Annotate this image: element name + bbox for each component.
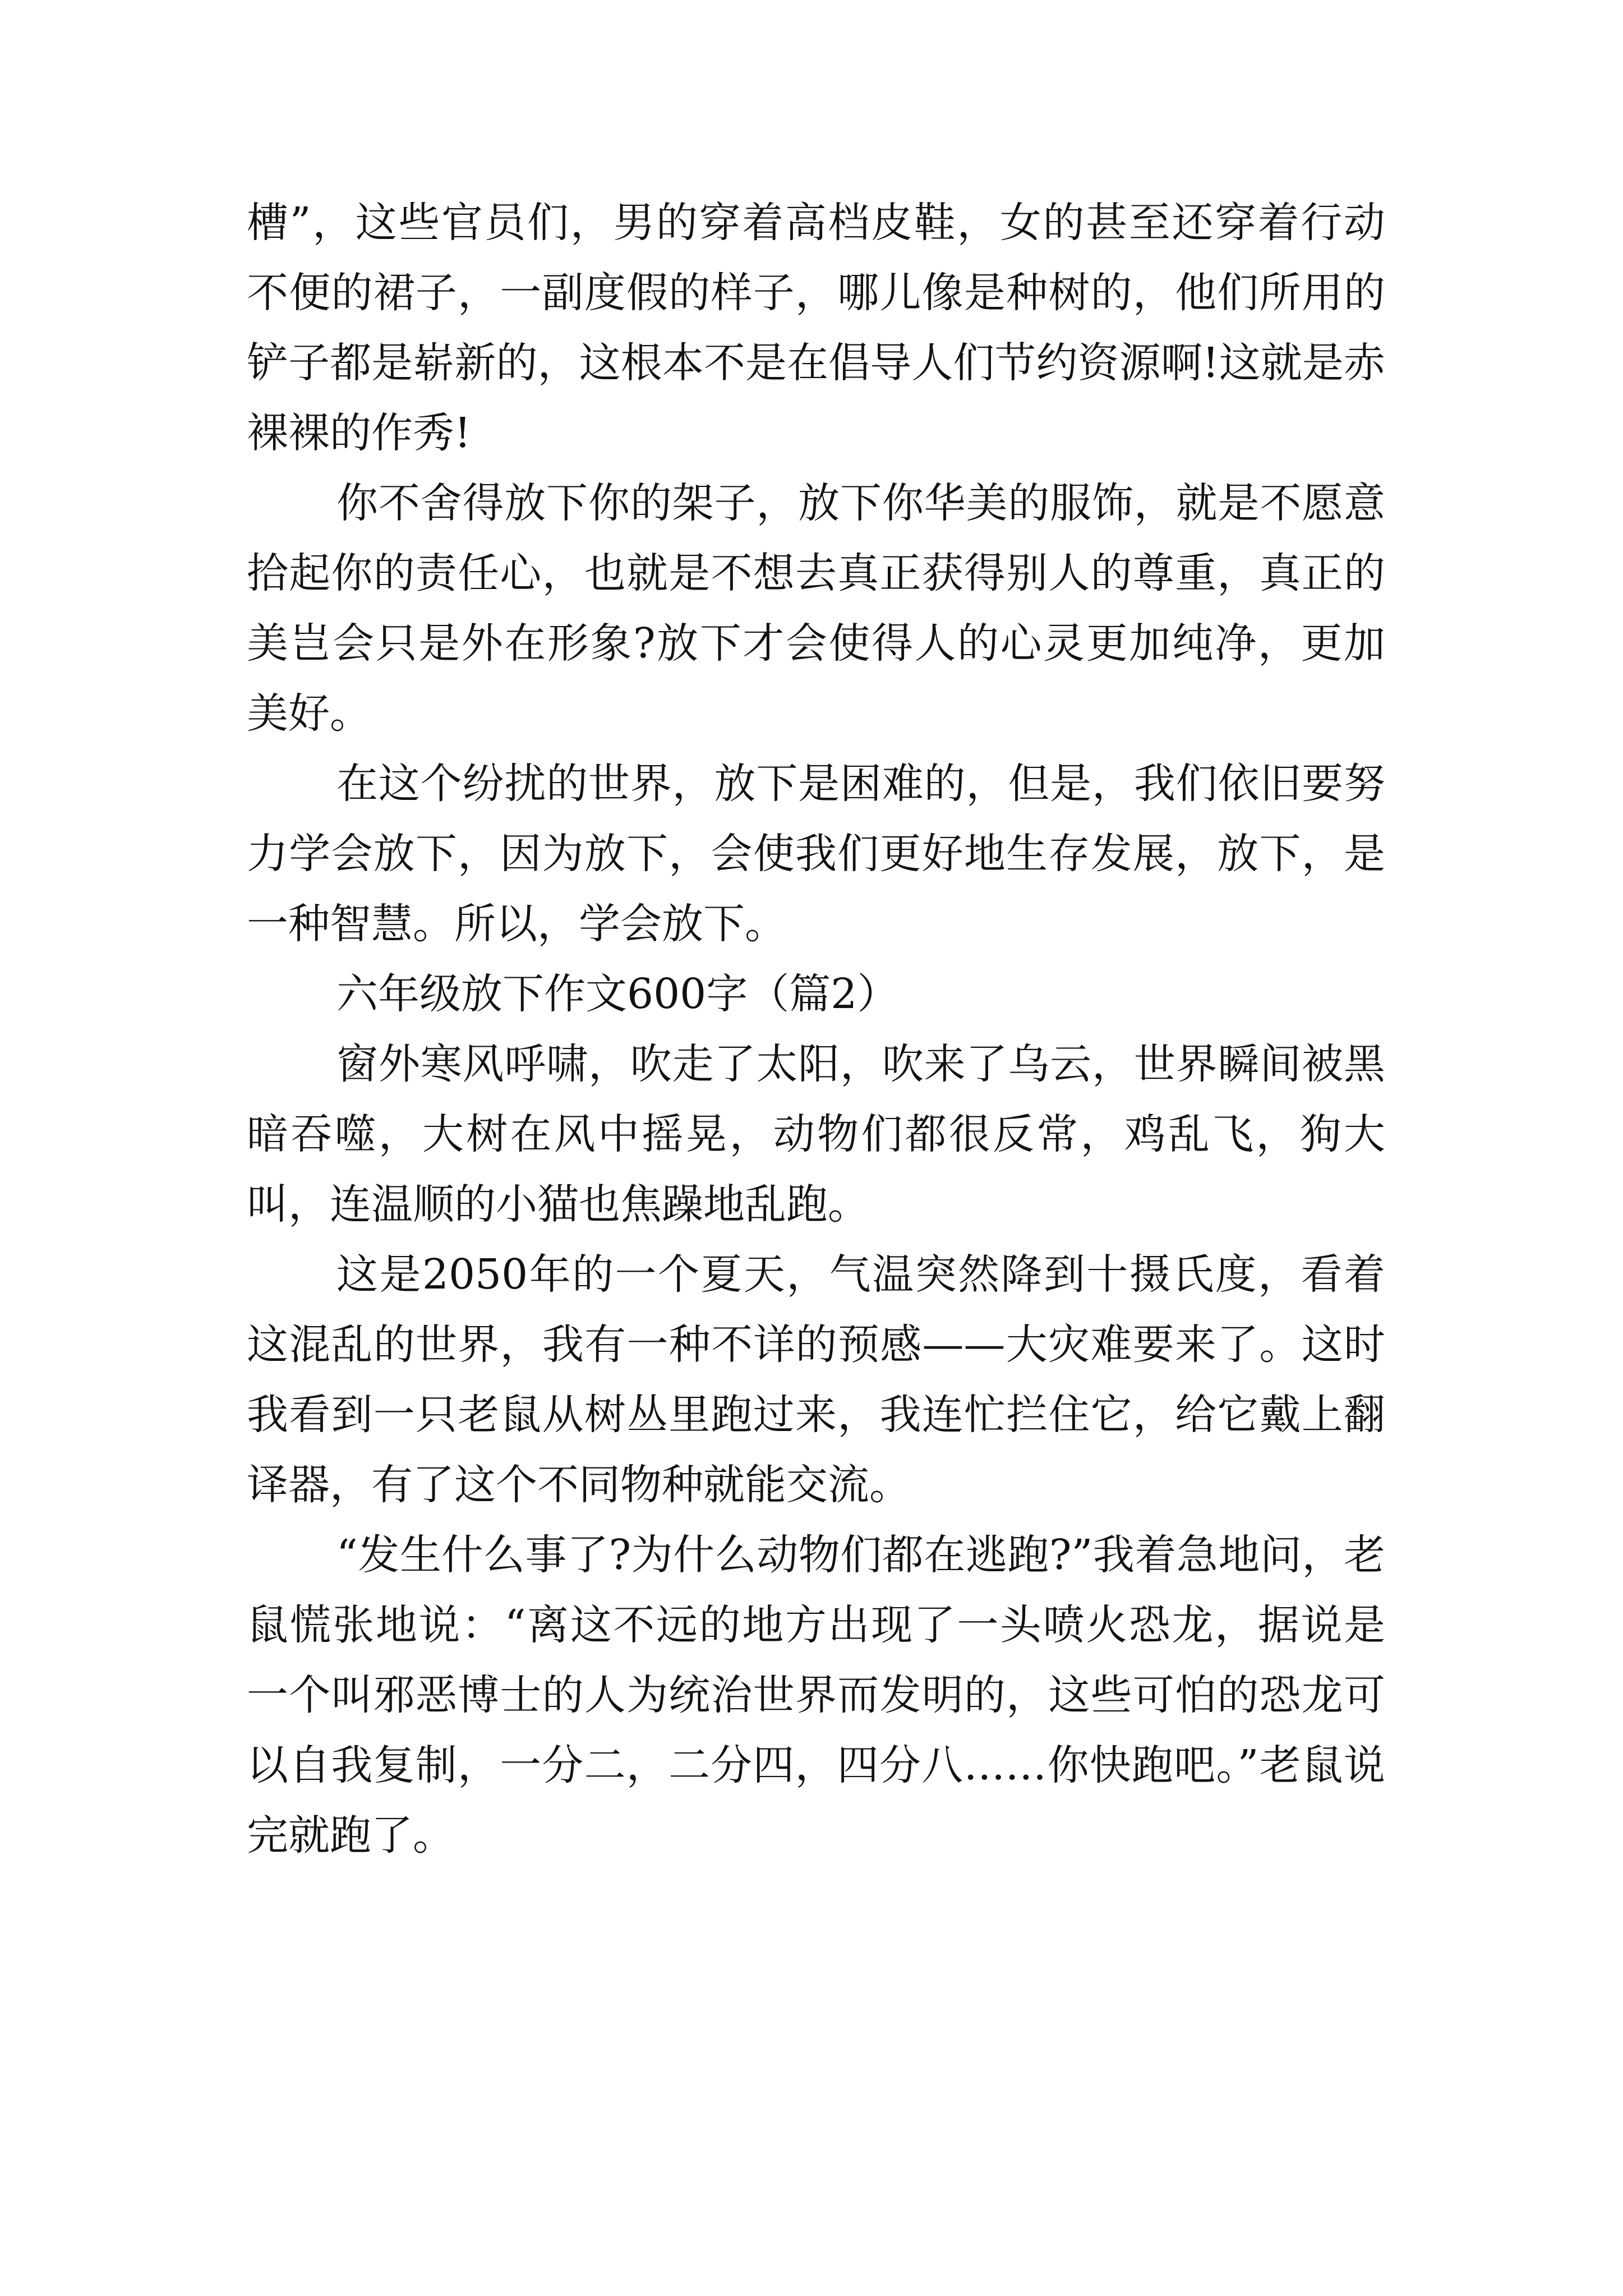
paragraph-5: 这是2050年的一个夏天，气温突然降到十摄氏度，看着这混乱的世界，我有一种不详的预感——大灾难要来了。这时我看到一只老鼠从树丛里跑过来，我连忙拦住它，给它戴上翻译器，有了这个不同物种就能交流。 [247,1250,1385,1509]
paragraph-3: 在这个纷扰的世界，放下是困难的，但是，我们依旧要努力学会放下，因为放下，会使我们更好地生存发展，放下，是一种智慧。所以，学会放下。 [247,760,1385,948]
section-heading: 六年级放下作文600字（篇2） [336,970,899,1018]
paragraph-4: 窗外寒风呼啸，吹走了太阳，吹来了乌云，世界瞬间被黑暗吞噬，大树在风中摇晃，动物们都很反常，鸡乱飞，狗大叫，连温顺的小猫也焦躁地乱跑。 [247,1040,1385,1228]
paragraph-1: 槽”，这些官员们，男的穿着高档皮鞋，女的甚至还穿着行动不便的裙子，一副度假的样子，哪儿像是种树的，他们所用的铲子都是崭新的，这根本不是在倡导人们节约资源啊!这就是赤裸裸的作秀! [247,199,1385,457]
paragraph-2: 你不舍得放下你的架子，放下你华美的服饰，就是不愿意拾起你的责任心，也就是不想去真正获得别人的尊重，真正的美岂会只是外在形象?放下才会使得人的心灵更加纯净，更加美好。 [247,479,1385,738]
document-body [247,188,1385,1871]
paragraph-6: “发生什么事了?为什么动物们都在逃跑?”我着急地问，老鼠慌张地说：“离这不远的地方出现了一头喷火恐龙，据说是一个叫邪恶博士的人为统治世界而发明的，这些可怕的恐龙可以自我复制，一分二，二分四，四分八……你快跑吧。”老鼠说完就跑了。 [247,1531,1385,1860]
